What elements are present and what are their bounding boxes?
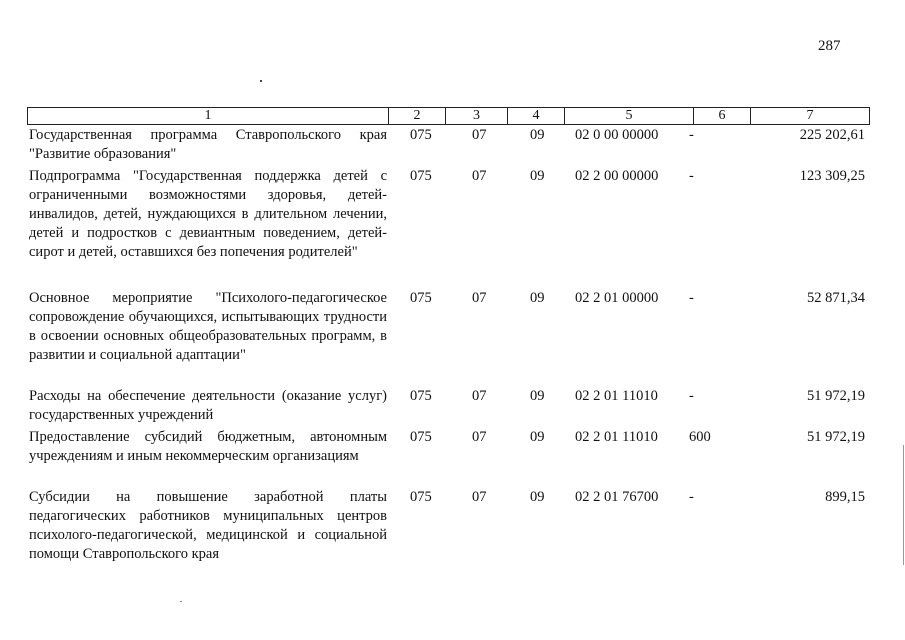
row-subsection: 09: [530, 489, 545, 505]
row-section: 07: [472, 429, 487, 445]
page-number: 287: [818, 38, 841, 54]
row-subsection: 09: [530, 290, 545, 306]
row-amount: 51 972,19: [807, 429, 865, 445]
row-expense-type: -: [689, 388, 694, 404]
header-col-4: 4: [508, 108, 565, 124]
row-name: Расходы на обеспечение деятельности (оказание услуг) государственных учреждений: [29, 388, 387, 423]
row-amount: 123 309,25: [799, 168, 865, 184]
row-target-article: 02 2 01 00000: [575, 290, 659, 306]
header-col-5: 5: [565, 108, 694, 124]
row-expense-type: -: [689, 489, 694, 505]
row-section: 07: [472, 489, 487, 505]
row-target-article: 02 2 00 00000: [575, 168, 659, 184]
row-expense-type: -: [689, 127, 694, 143]
row-name: Государственная программа Ставропольского края "Развитие образования": [29, 127, 387, 162]
row-expense-type: 600: [689, 429, 711, 445]
row-name: Подпрограмма "Государственная поддержка детей с ограниченными возможностями здоровья, детей-инвалидов, детей, нуждающихся в длительном лечении, детей и подростков с девиантным поведением, детей-сирот и детей, оставшихся без попечения родителей": [29, 168, 387, 260]
row-target-article: 02 2 01 11010: [575, 388, 658, 404]
row-expense-type: -: [689, 290, 694, 306]
row-subsection: 09: [530, 388, 545, 404]
row-target-article: 02 0 00 00000: [575, 127, 659, 143]
row-target-article: 02 2 01 11010: [575, 429, 658, 445]
row-target-article: 02 2 01 76700: [575, 489, 659, 505]
row-section: 07: [472, 127, 487, 143]
row-admin-code: 075: [410, 127, 432, 143]
row-amount: 225 202,61: [799, 127, 865, 143]
header-col-3: 3: [446, 108, 508, 124]
row-admin-code: 075: [410, 290, 432, 306]
row-expense-type: -: [689, 168, 694, 184]
header-col-7: 7: [806, 108, 814, 123]
row-name: Предоставление субсидий бюджетным, автономным учреждениям и иным некоммерческим организациям: [29, 429, 387, 464]
row-amount: 51 972,19: [807, 388, 865, 404]
row-subsection: 09: [530, 429, 545, 445]
scan-speck: [180, 601, 182, 602]
row-section: 07: [472, 168, 487, 184]
header-col-2: 2: [389, 108, 446, 124]
row-subsection: 09: [530, 168, 545, 184]
row-admin-code: 075: [410, 429, 432, 445]
row-amount: 899,15: [825, 489, 865, 505]
row-admin-code: 075: [410, 489, 432, 505]
row-subsection: 09: [530, 127, 545, 143]
row-name: Основное мероприятие "Психолого-педагогическое сопровождение обучающихся, испытывающих трудности в освоении основных общеобразовательных программ, в развитии и социальной адаптации": [29, 290, 387, 363]
row-section: 07: [472, 388, 487, 404]
row-name: Субсидии на повышение заработной платы педагогических работников муниципальных центров психолого-педагогической, медицинской и социальной помощи Ставропольского края: [29, 489, 387, 562]
row-amount: 52 871,34: [807, 290, 865, 306]
header-col-1: 1: [28, 108, 389, 124]
scan-speck: [260, 80, 262, 82]
table-header: [27, 107, 870, 125]
header-col-6: 6: [694, 108, 751, 124]
row-admin-code: 075: [410, 388, 432, 404]
scan-edge-line: [903, 445, 904, 565]
row-admin-code: 075: [410, 168, 432, 184]
row-section: 07: [472, 290, 487, 306]
